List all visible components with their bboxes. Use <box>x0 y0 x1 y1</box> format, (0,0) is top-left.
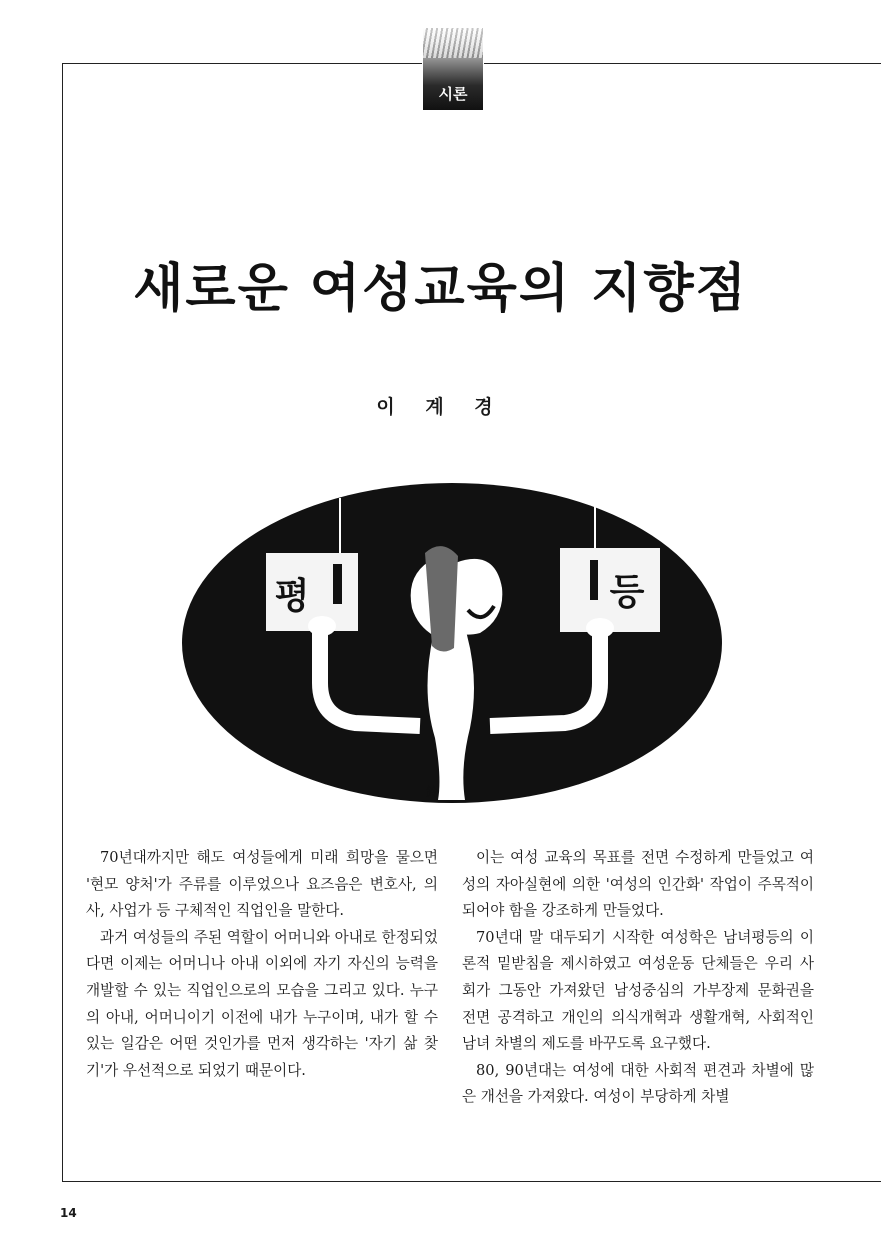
frame-rule-bottom <box>62 1181 881 1182</box>
paragraph: 70년대 말 대두되기 시작한 여성학은 남녀평등의 이론적 밑받침을 제시하였고 여성운동 단체들은 우리 사회가 그동안 가져왔던 남성중심의 가부장제 문화권을 전면 공격하고 개인의 의식개혁과 생활개혁, 사회적인 남녀 차별의 제도를 바꾸도록 요구했다. <box>462 928 814 1053</box>
page-number: 14 <box>60 1206 77 1220</box>
paragraph: 80, 90년대는 여성에 대한 사회적 편견과 차별에 많은 개선을 가져왔다. 여성이 부당하게 차별 <box>462 1061 814 1106</box>
frame-rule-left <box>62 63 63 1181</box>
section-label: 시론 <box>438 85 468 103</box>
article-author: 이 계 경 <box>376 396 505 418</box>
right-sign-tassel <box>590 560 598 600</box>
paragraph: 과거 여성들의 주된 역할이 어머니와 아내로 한정되었다면 이제는 어머니나 아내 이외에 자기 자신의 능력을 개발할 수 있는 직업인으로의 모습을 그리고 있다. 누구의 아내, 어머니이기 이전에 내가 누구이며, 내가 할 수 있는 일감은 어떤 것인가를 먼저 생각하는 '자기 삶 찾기'가 우선적으로 되었기 때문이다. <box>86 928 438 1079</box>
frame-rule-top-right <box>484 63 881 64</box>
paragraph: 이는 여성 교육의 목표를 전면 수정하게 만들었고 여성의 자아실현에 의한 '여성의 인간화' 작업이 주목적이 되어야 함을 강조하게 만들었다. <box>462 849 814 920</box>
right-hand <box>586 618 614 638</box>
paragraph: 70년대까지만 해도 여성들에게 미래 희망을 물으면 '현모 양처'가 주류를 이루었으나 요즈음은 변호사, 의사, 사업가 등 구체적인 직업인을 말한다. <box>86 849 438 920</box>
body-column-right <box>462 845 814 1111</box>
section-tab <box>423 28 483 110</box>
body-column-left <box>86 845 438 1084</box>
right-sign-text: 등 <box>609 572 645 613</box>
article-title: 새로운 여성교육의 지향점 <box>133 259 748 319</box>
left-sign-tassel <box>333 564 342 604</box>
artist-mark: 鈴 <box>425 785 439 799</box>
left-sign-text: 평 <box>274 576 310 617</box>
left-hand <box>308 616 336 636</box>
frame-rule-top-left <box>62 63 422 64</box>
equality-illustration <box>180 478 725 808</box>
